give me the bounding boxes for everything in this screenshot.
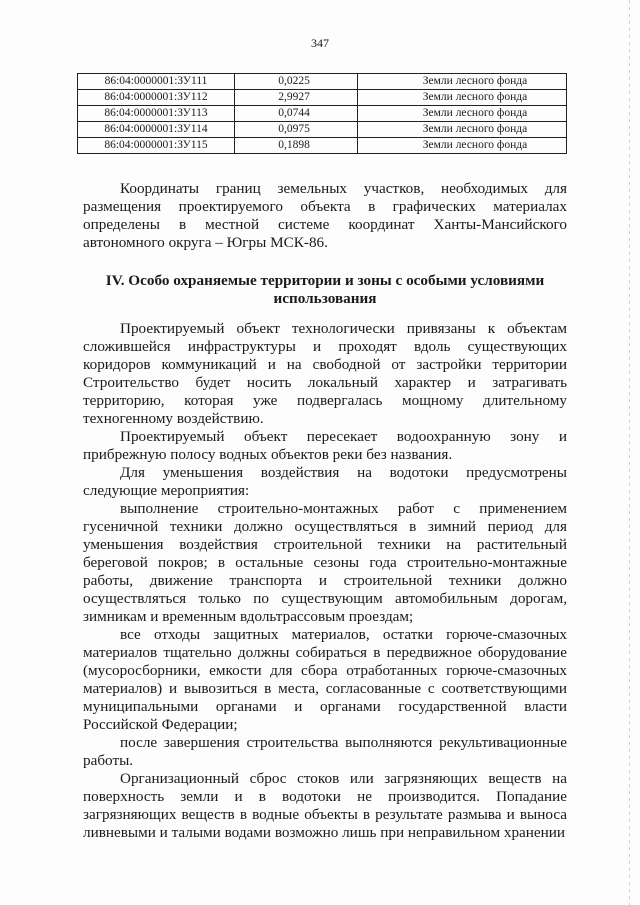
coordinates-paragraph: Координаты границ земельных участков, необходимых для размещения проектируемого объекта в графических материалах определены в местной системе координат Ханты-Мансийского автономного округа – Югры МСК-86. [83, 180, 567, 251]
table-row [78, 90, 567, 106]
land-category-cell: Земли лесного фонда [358, 90, 567, 106]
table-row [78, 122, 567, 138]
parcel-table [77, 73, 567, 154]
area-cell: 0,0225 [235, 74, 358, 90]
land-category-cell: Земли лесного фонда [358, 106, 567, 122]
table-row [78, 74, 567, 90]
area-cell: 0,0975 [235, 122, 358, 138]
coordinates-block [83, 180, 567, 252]
table-row [78, 106, 567, 122]
scan-edge-line [629, 0, 630, 905]
paragraph-water-zone: Проектируемый объект пересекает водоохранную зону и прибрежную полосу водных объектов реки без названия. [83, 428, 567, 463]
area-cell: 0,0744 [235, 106, 358, 122]
paragraph-measure-tracked-machinery: выполнение строительно-монтажных работ с применением гусеничной техники должно осуществляться в зимний период для уменьшения воздействия строительной техники на растительный береговой покров; в остальные сезоны года строительно-монтажные работы, движение транспорта и строительной техники должно осуществляться только по существующим автомобильным дорогам, зимникам и временным вдольтрассовым проездам; [83, 500, 567, 625]
paragraph-measure-waste: все отходы защитных материалов, остатки горюче-смазочных материалов тщательно должны собираться в передвижное оборудование (мусоросборники, емкости для сбора отработанных горюче-смазочных материалов) и вывозиться в места, согласованные с соответствующими муниципальными органами и органами государственной власти Российской Федерации; [83, 626, 567, 733]
cadastral-number-cell: 86:04:0000001:ЗУ113 [78, 106, 235, 122]
section-heading: IV. Особо охраняемые территории и зоны с особыми условиями использования [105, 272, 545, 307]
land-category-cell: Земли лесного фонда [358, 138, 567, 154]
page-number: 347 [311, 36, 329, 50]
table-row [78, 138, 567, 154]
cadastral-number-cell: 86:04:0000001:ЗУ114 [78, 122, 235, 138]
area-cell: 0,1898 [235, 138, 358, 154]
body-text [83, 320, 567, 842]
paragraph-project-object: Проектируемый объект технологически привязаны к объектам сложившейся инфраструктуры и проходят вдоль существующих коридоров коммуникаций и на свободной от застройки территории Строительство будет носить локальный характер и затрагивать территорию, которая уже подвергалась мощному длительному техногенному воздействию. [83, 320, 567, 427]
paragraph-discharge: Организационный сброс стоков или загрязняющих веществ на поверхность земли и в водотоки не производится. Попадание загрязняющих веществ в водные объекты в результате размыва и выноса ливневыми и талыми водами возможно лишь при неправильном хранении [83, 770, 567, 841]
cadastral-number-cell: 86:04:0000001:ЗУ115 [78, 138, 235, 154]
paragraph-measure-recultivation: после завершения строительства выполняются рекультивационные работы. [83, 734, 567, 769]
cadastral-number-cell: 86:04:0000001:ЗУ111 [78, 74, 235, 90]
cadastral-number-cell: 86:04:0000001:ЗУ112 [78, 90, 235, 106]
paragraph-measures-intro: Для уменьшения воздействия на водотоки предусмотрены следующие мероприятия: [83, 464, 567, 499]
land-category-cell: Земли лесного фонда [358, 122, 567, 138]
land-category-cell: Земли лесного фонда [358, 74, 567, 90]
area-cell: 2,9927 [235, 90, 358, 106]
